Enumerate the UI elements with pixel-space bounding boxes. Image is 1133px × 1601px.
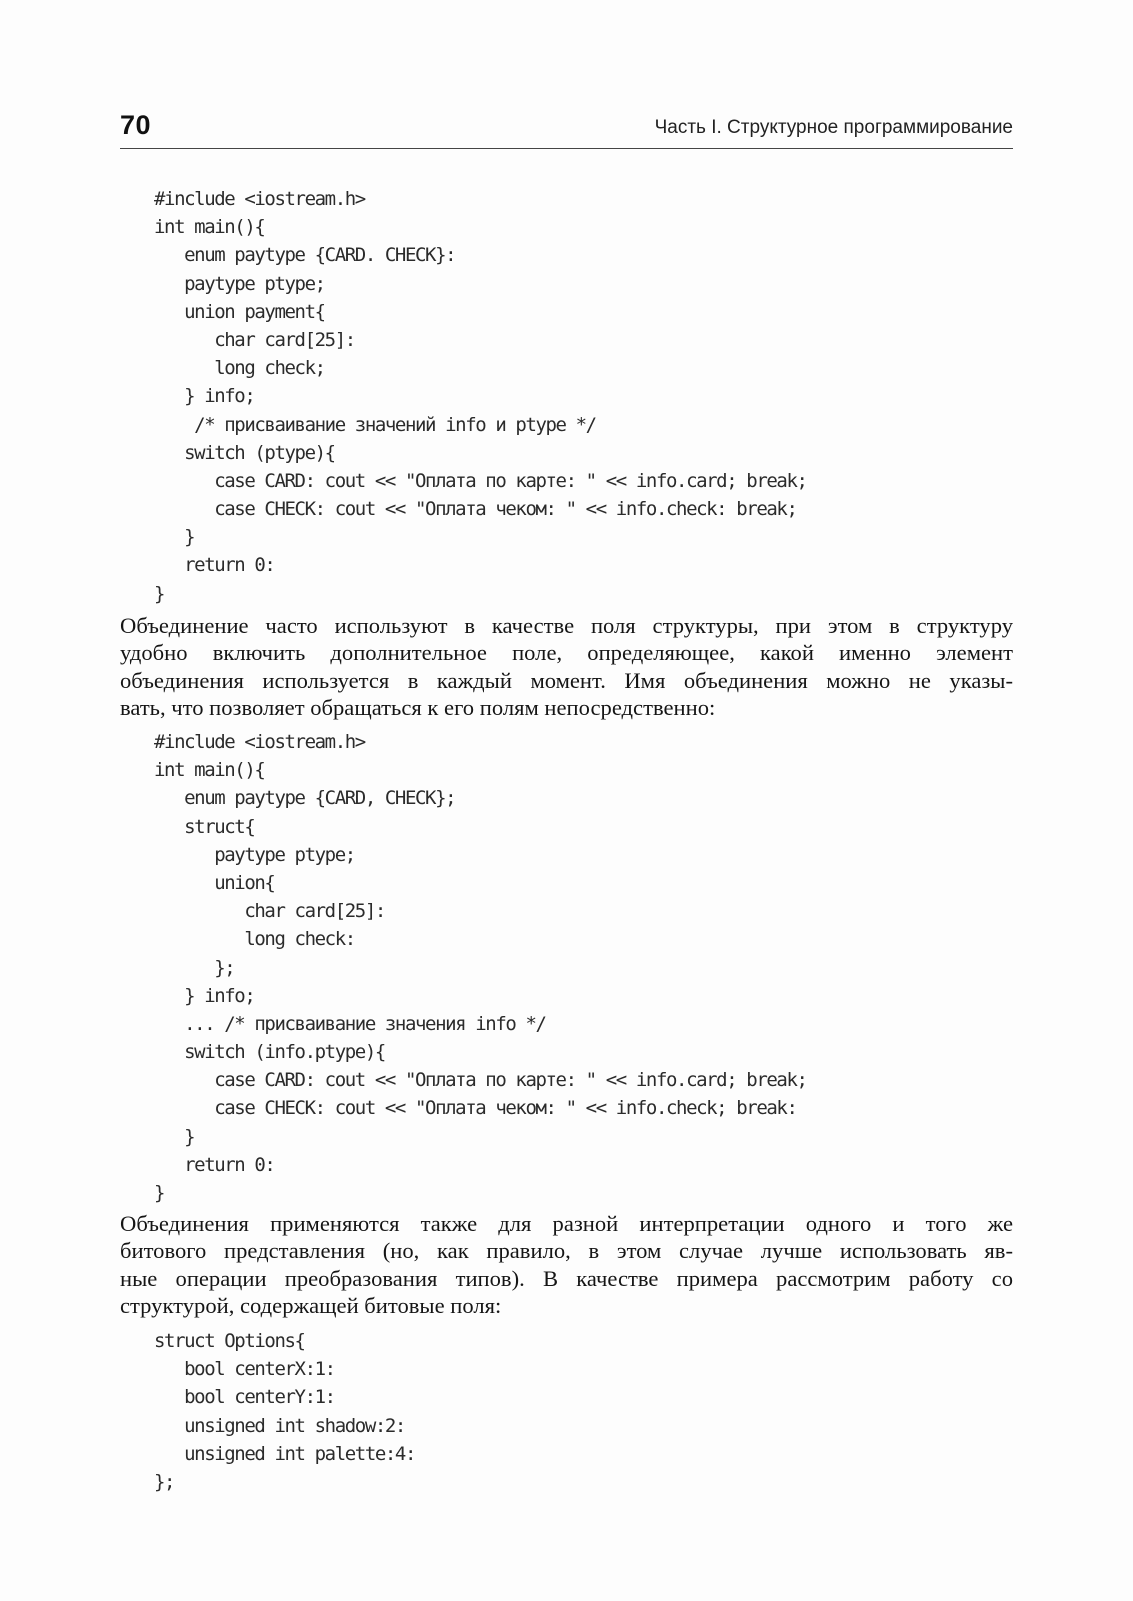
- paragraph-line: Объединение часто используют в качестве поля структуры, при этом в структуру: [120, 613, 1013, 638]
- code-line: enum paytype {CARD, CHECK};: [154, 787, 456, 810]
- running-header: [120, 108, 1013, 149]
- code-line: }: [154, 1182, 165, 1204]
- code-line: #include <iostream.h>: [154, 188, 365, 210]
- code-line: case CHECK: cout << "Оплата чеком: " << info.check: break;: [154, 498, 797, 521]
- code-line: };: [154, 1470, 175, 1493]
- code-line: struct{: [154, 815, 255, 838]
- paragraph-line: удобно включить дополнительное поле, определяющее, какой именно элемент: [120, 640, 1013, 666]
- code-line: ... /* присваивание значения info */: [154, 1012, 546, 1035]
- code-line: enum paytype {CARD. CHECK}:: [154, 244, 456, 267]
- code-line: switch (info.ptype){: [154, 1041, 385, 1064]
- code-line: case CARD: cout << "Оплата по карте: " << info.card; break;: [154, 1069, 807, 1092]
- code-line: union payment{: [154, 300, 325, 323]
- code-line: struct Options{: [154, 1330, 305, 1352]
- code-line: #include <iostream.h>: [154, 731, 365, 753]
- code-line: }: [154, 526, 195, 549]
- code-line: union{: [154, 871, 275, 894]
- code-line: unsigned int palette:4:: [154, 1442, 416, 1465]
- page-number: 70: [120, 110, 152, 140]
- code-line: paytype ptype;: [154, 843, 355, 866]
- code-listing-union-payment: [154, 185, 807, 608]
- code-listing-struct-options: [154, 1327, 415, 1496]
- code-line: unsigned int shadow:2:: [154, 1414, 405, 1437]
- paragraph-line: объединения используется в каждый момент. Имя объединения можно не указы-: [120, 667, 1013, 693]
- paragraph-line: вать, что позволяет обращаться к его полям непосредственно:: [120, 695, 716, 721]
- code-line: }: [154, 582, 165, 605]
- code-line: paytype ptype;: [154, 272, 325, 295]
- code-line: bool centerY:1:: [154, 1386, 335, 1409]
- code-line: } info;: [154, 984, 255, 1007]
- paragraph-line: битового представления (но, как правило, в этом случае лучше использовать яв-: [120, 1238, 1013, 1264]
- code-line: switch (ptype){: [154, 441, 335, 464]
- code-line: long check;: [154, 357, 325, 380]
- code-line: case CARD: cout << "Оплата по карте: " << info.card; break;: [154, 469, 807, 492]
- code-line: char card[25]:: [154, 328, 355, 351]
- chapter-title: Часть I. Структурное программирование: [654, 117, 1013, 138]
- paragraph-line: ные операции преобразования типов). В качестве примера рассмотрим работу со: [120, 1265, 1013, 1291]
- code-listing-struct-union: [154, 728, 807, 1207]
- code-line: int main(){: [154, 759, 265, 782]
- code-line: bool centerX:1:: [154, 1358, 335, 1381]
- code-line: }: [154, 1125, 195, 1148]
- code-line: /* присваивание значений info и ptype */: [154, 413, 596, 436]
- code-line: return 0:: [154, 554, 275, 577]
- body-paragraph: [120, 1210, 1013, 1320]
- code-line: return 0:: [154, 1153, 275, 1176]
- paragraph-line: структурой, содержащей битовые поля:: [120, 1293, 502, 1319]
- code-line: };: [154, 956, 235, 979]
- code-line: case CHECK: cout << "Оплата чеком: " << info.check; break:: [154, 1097, 797, 1120]
- body-paragraph: [120, 612, 1013, 722]
- code-line: char card[25]:: [154, 900, 385, 923]
- code-line: long check:: [154, 928, 355, 951]
- code-line: } info;: [154, 385, 255, 408]
- paragraph-line: Объединения применяются также для разной интерпретации одного и того же: [120, 1211, 1013, 1236]
- code-line: int main(){: [154, 216, 265, 239]
